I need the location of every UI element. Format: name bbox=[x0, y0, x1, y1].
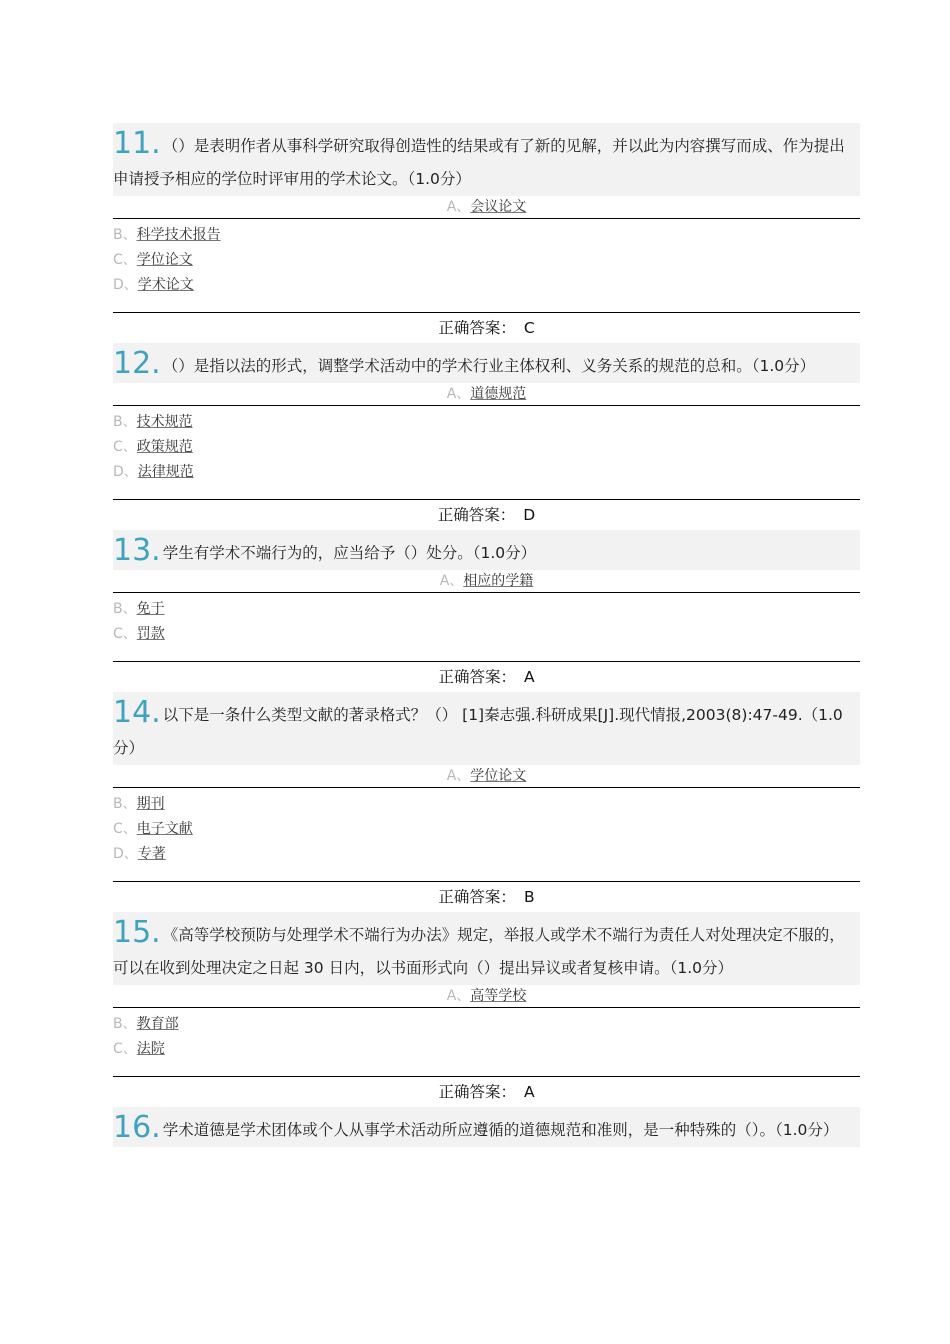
option-text[interactable]: 学位论文 bbox=[470, 768, 527, 784]
option-list bbox=[113, 1008, 860, 1072]
option-text[interactable]: 法律规范 bbox=[137, 464, 194, 480]
option-letter: C、 bbox=[113, 1041, 137, 1057]
answer-option[interactable] bbox=[113, 223, 860, 248]
correct-answer-value: C bbox=[523, 319, 535, 337]
option-letter: A、 bbox=[446, 199, 471, 215]
answer-option[interactable] bbox=[113, 196, 860, 219]
option-text[interactable]: 专著 bbox=[137, 846, 166, 862]
answer-option[interactable] bbox=[113, 597, 860, 622]
correct-answer-label: 正确答案： bbox=[438, 1083, 516, 1101]
option-text[interactable]: 科学技术报告 bbox=[136, 227, 221, 243]
question-number: 12. bbox=[113, 346, 161, 381]
option-letter: D、 bbox=[113, 846, 138, 862]
correct-answer bbox=[113, 661, 860, 692]
option-list bbox=[113, 593, 860, 657]
option-letter: A、 bbox=[439, 573, 464, 589]
question-stem bbox=[113, 912, 860, 985]
question-text-line bbox=[113, 916, 860, 985]
option-text[interactable]: 技术规范 bbox=[136, 414, 193, 430]
question-stem bbox=[113, 123, 860, 196]
option-letter: C、 bbox=[113, 821, 137, 837]
option-text[interactable]: 道德规范 bbox=[470, 386, 527, 402]
question-list bbox=[113, 123, 860, 1147]
question-text-line bbox=[113, 696, 860, 765]
answer-option[interactable] bbox=[113, 570, 860, 593]
question-text: 学术道德是学术团体或个人从事学术活动所应遵循的道德规范和准则，是一种特殊的（）。（1.0分） bbox=[162, 1121, 839, 1139]
correct-answer-label: 正确答案： bbox=[438, 668, 516, 686]
correct-answer bbox=[113, 499, 860, 530]
answer-option[interactable] bbox=[113, 460, 860, 485]
question-text-line bbox=[113, 1111, 860, 1147]
option-text[interactable]: 政策规范 bbox=[136, 439, 193, 455]
question-text: 以下是一条什么类型文献的著录格式？（） [1]秦志强.科研成果[J].现代情报,2003(8):47-49.（1.0分） bbox=[113, 706, 843, 757]
option-letter: B、 bbox=[113, 601, 137, 617]
question-block bbox=[113, 530, 860, 692]
question-block bbox=[113, 123, 860, 343]
question-stem bbox=[113, 530, 860, 570]
answer-option[interactable] bbox=[113, 248, 860, 273]
option-letter: C、 bbox=[113, 252, 137, 268]
option-list bbox=[113, 219, 860, 308]
question-text: （）是指以法的形式，调整学术活动中的学术行业主体权利、义务关系的规范的总和。（1.0分） bbox=[162, 357, 816, 375]
answer-option[interactable] bbox=[113, 985, 860, 1008]
option-text[interactable]: 期刊 bbox=[136, 796, 165, 812]
correct-answer-value: D bbox=[523, 506, 536, 524]
question-number: 15. bbox=[113, 915, 161, 950]
question-text: 《高等学校预防与处理学术不端行为办法》规定，举报人或学术不端行为责任人对处理决定不服的，可以在收到处理决定之日起 30 日内，以书面形式向（）提出异议或者复核申请。（1.0分） bbox=[113, 926, 845, 977]
question-text: 学生有学术不端行为的，应当给予（）处分。（1.0分） bbox=[162, 544, 537, 562]
option-letter: B、 bbox=[113, 227, 137, 243]
answer-option[interactable] bbox=[113, 817, 860, 842]
answer-option[interactable] bbox=[113, 792, 860, 817]
question-text: （）是表明作者从事科学研究取得创造性的结果或有了新的见解，并以此为内容撰写而成、作为提出申请授予相应的学位时评审用的学术论文。（1.0分） bbox=[113, 137, 845, 188]
answer-option[interactable] bbox=[113, 383, 860, 406]
question-text-line bbox=[113, 347, 860, 383]
option-text[interactable]: 免于 bbox=[136, 601, 165, 617]
question-number: 13. bbox=[113, 533, 161, 568]
option-letter: B、 bbox=[113, 414, 137, 430]
option-text[interactable]: 电子文献 bbox=[136, 821, 193, 837]
option-letter: A、 bbox=[446, 386, 471, 402]
correct-answer-value: A bbox=[523, 1083, 535, 1101]
option-list bbox=[113, 406, 860, 495]
question-block bbox=[113, 912, 860, 1107]
answer-option[interactable] bbox=[113, 622, 860, 647]
answer-option[interactable] bbox=[113, 1037, 860, 1062]
correct-answer bbox=[113, 312, 860, 343]
option-text[interactable]: 法院 bbox=[136, 1041, 165, 1057]
correct-answer-value: A bbox=[523, 668, 535, 686]
option-letter: D、 bbox=[113, 464, 138, 480]
question-number: 16. bbox=[113, 1110, 161, 1145]
answer-option[interactable] bbox=[113, 765, 860, 788]
answer-option[interactable] bbox=[113, 273, 860, 298]
option-text[interactable]: 相应的学籍 bbox=[463, 573, 534, 589]
option-text[interactable]: 罚款 bbox=[136, 626, 165, 642]
question-stem bbox=[113, 1107, 860, 1147]
question-number: 14. bbox=[113, 695, 161, 730]
option-letter: B、 bbox=[113, 796, 137, 812]
question-block bbox=[113, 692, 860, 912]
answer-option[interactable] bbox=[113, 410, 860, 435]
option-letter: A、 bbox=[446, 768, 471, 784]
option-text[interactable]: 会议论文 bbox=[470, 199, 527, 215]
answer-option[interactable] bbox=[113, 842, 860, 867]
answer-option[interactable] bbox=[113, 1012, 860, 1037]
option-text[interactable]: 学位论文 bbox=[136, 252, 193, 268]
option-text[interactable]: 教育部 bbox=[136, 1016, 179, 1032]
correct-answer bbox=[113, 1076, 860, 1107]
option-letter: B、 bbox=[113, 1016, 137, 1032]
option-letter: D、 bbox=[113, 277, 138, 293]
question-stem bbox=[113, 692, 860, 765]
correct-answer-value: B bbox=[523, 888, 535, 906]
correct-answer bbox=[113, 881, 860, 912]
question-block bbox=[113, 1107, 860, 1147]
question-text-line bbox=[113, 534, 860, 570]
question-block bbox=[113, 343, 860, 530]
option-letter: C、 bbox=[113, 626, 137, 642]
answer-option[interactable] bbox=[113, 435, 860, 460]
option-list bbox=[113, 788, 860, 877]
question-text-line bbox=[113, 127, 860, 196]
question-number: 11. bbox=[113, 126, 161, 161]
option-letter: C、 bbox=[113, 439, 137, 455]
option-text[interactable]: 高等学校 bbox=[470, 988, 527, 1004]
option-text[interactable]: 学术论文 bbox=[137, 277, 194, 293]
correct-answer-label: 正确答案： bbox=[438, 319, 516, 337]
question-stem bbox=[113, 343, 860, 383]
correct-answer-label: 正确答案： bbox=[438, 888, 516, 906]
correct-answer-label: 正确答案： bbox=[437, 506, 516, 524]
option-letter: A、 bbox=[446, 988, 471, 1004]
